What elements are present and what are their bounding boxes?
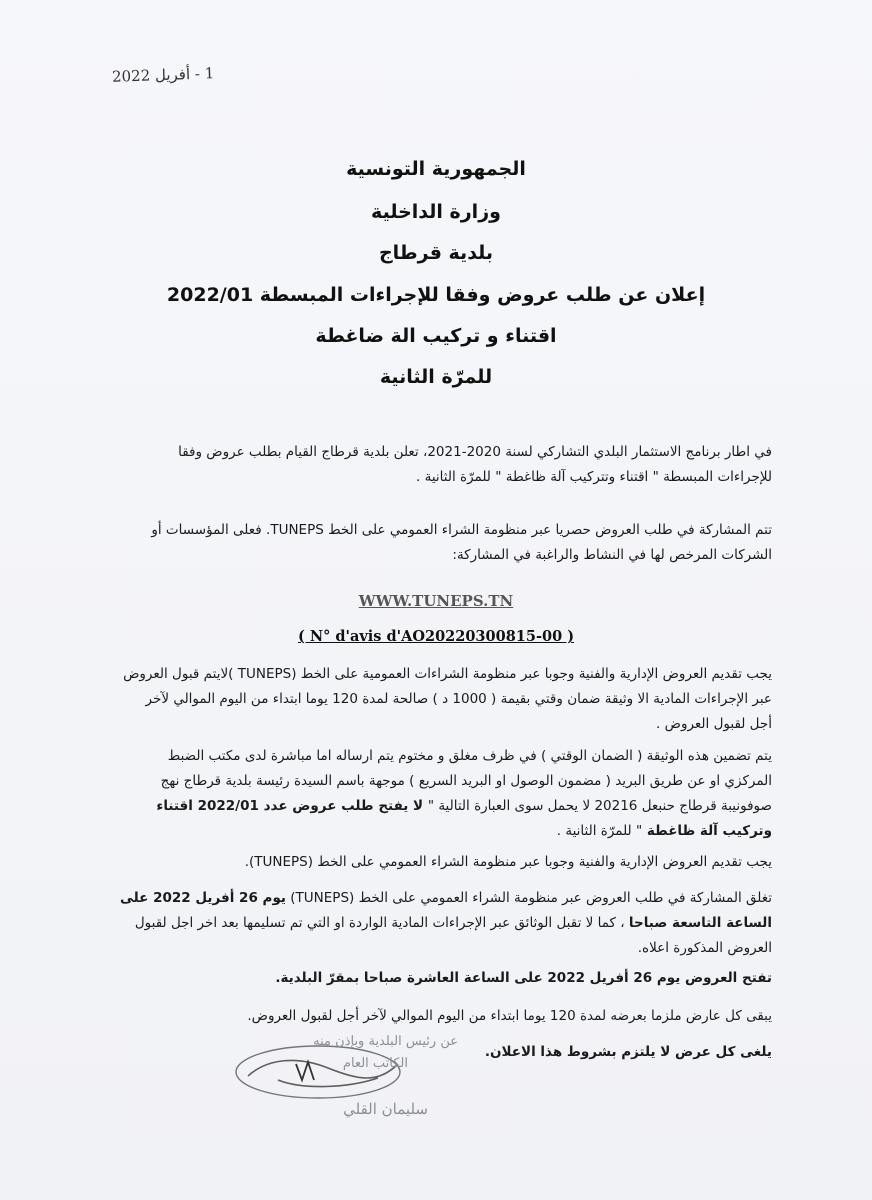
paragraph-cancellation: يلغى كل عرض لا يلتزم بشروط هذا الاعلان. xyxy=(484,1044,772,1060)
guarantee-text-c: " للمرّة الثانية . xyxy=(556,823,643,839)
header-republic: الجمهورية التونسية xyxy=(346,158,526,180)
guarantee-text-bold: لا يفتح طلب عروض عدد 2022/01 اقتناء وتركيب آلة ظاغطة xyxy=(156,798,772,839)
header-second-time: للمرّة الثانية xyxy=(379,366,493,388)
header-subject: اقتناء و تركيب الة ضاغطة xyxy=(315,325,557,347)
paragraph-mandatory-online: يجب تقديم العروض الإدارية والفنية وجوبا عبر منظومة الشراء العمومي على الخط (TUNEPS). xyxy=(244,854,772,870)
avis-number: ( N° d'avis d'AO20220300815-00 ) xyxy=(297,628,575,645)
signature-stamp xyxy=(208,1028,468,1128)
deadline-text-a: تغلق المشاركة في طلب العروض عبر منظومة الشراء العمومي على الخط (TUNEPS) xyxy=(285,890,772,906)
header-municipality: بلدية قرطاج xyxy=(378,242,494,264)
paragraph-validity: يبقى كل عارض ملزما بعرضه لمدة 120 يوما ابتداء من اليوم الموالي لآخر أجل لقبول العروض. xyxy=(247,1008,772,1024)
signature-line-1: عن رئيس البلدية وبإذن منه xyxy=(313,1034,458,1049)
header-announcement-title: إعلان عن طلب عروض وفقا للإجراءات المبسطة 2022/01 xyxy=(166,284,706,306)
paragraph-submission: يجب تقديم العروض الإدارية والفنية وجوبا عبر منظومة الشراءات العمومية على الخط (TUNEPS )لايتم قبول العروض عبر الإجراءات المادية الا وثيقة ضمان وقتي بقيمة ( 1000 د ) صالحة لمدة 120 يوما ابتداء من اليوم الموالي لآخر أجل لقبول العروض . xyxy=(123,666,772,732)
tuneps-website-link[interactable]: WWW.TUNEPS.TN xyxy=(358,592,514,610)
signature-line-2: الكاتب العام xyxy=(342,1056,408,1071)
header-ministry: وزارة الداخلية xyxy=(371,201,501,223)
deadline-text-c: ، كما لا تقبل الوثائق عبر الإجراءات المادية الواردة او التي تم تسليمها بعد اخر اجل لقبول العروض المذكورة اعلاه. xyxy=(134,915,772,956)
paragraph-deadline xyxy=(120,886,772,961)
deadline-text-bold: يوم 26 أفريل 2022 على الساعة التاسعة صباحا xyxy=(119,890,772,931)
signature-line-3: سليمان القلي xyxy=(343,1100,428,1118)
paragraph-opening: تفتح العروض يوم 26 أفريل 2022 على الساعة العاشرة صباحا بمقرّ البلدية. xyxy=(275,970,772,986)
guarantee-text-a: يتم تضمين هذه الوثيقة ( الضمان الوقتي ) في ظرف مغلق و مختوم يتم ارساله اما مباشرة لدى مكتب الضبط المركزي او عن طريق البريد ( مضمون الوصول او البريد السريع ) موجهة باسم السيدة رئيسة بلدية قرطاج نهج صوفونيبة قرطاج حنبعل 20216 لا يحمل سوى العبارة التالية " xyxy=(160,748,772,814)
handwritten-date-note: 1 - أفريل 2022 xyxy=(111,64,215,86)
paragraph-intro: في اطار برنامج الاستثمار البلدي التشاركي لسنة 2020-2021، تعلن بلدية قرطاج القيام بطلب عروض وفقا للإجراءات المبسطة " اقتناء وتتركيب آلة ظاغطة " للمرّة الثانية . xyxy=(178,444,772,485)
paragraph-guarantee xyxy=(120,744,772,844)
paragraph-participation: تتم المشاركة في طلب العروض حصريا عبر منظومة الشراء العمومي على الخط TUNEPS. فعلى المؤسسات أو الشركات المرخص لها في النشاط والراغبة في المشاركة: xyxy=(151,522,772,563)
